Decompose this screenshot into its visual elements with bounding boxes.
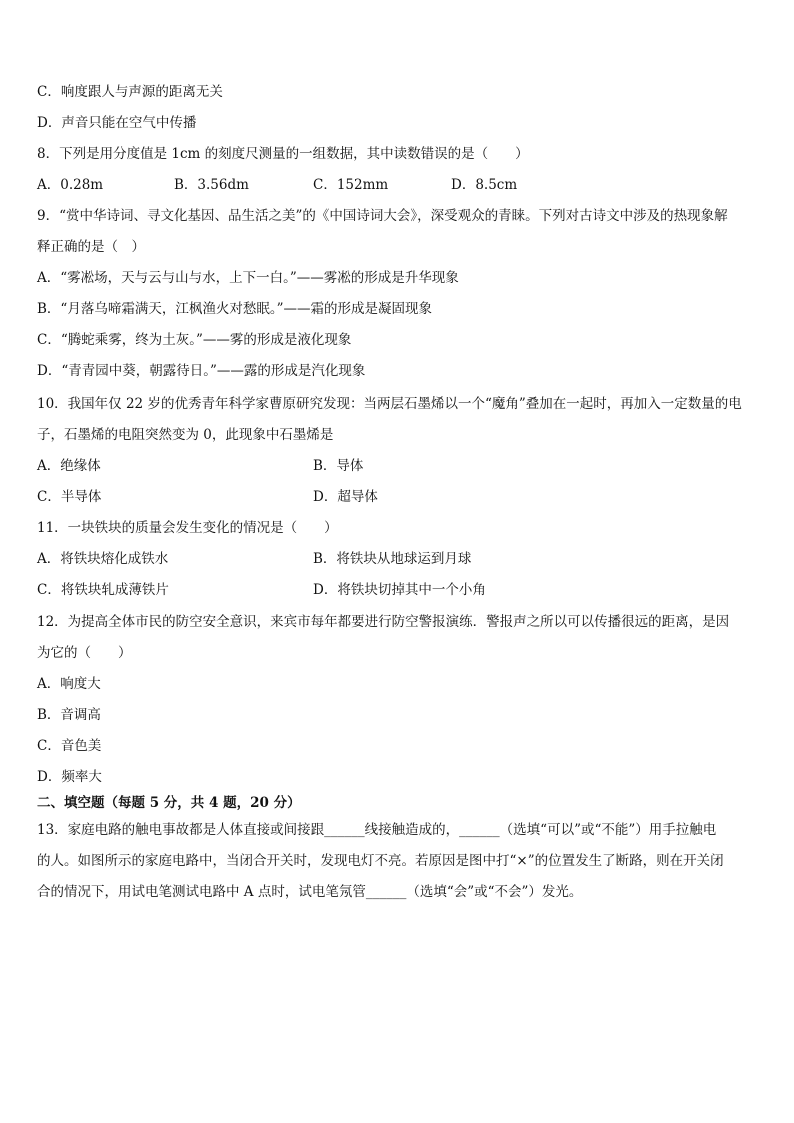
q10-option-b: B．导体	[313, 458, 364, 474]
q12-option-c: C．音色美	[37, 738, 102, 754]
q9-option-c: C．“腾蛇乘雾，终为土灰。”——雾的形成是液化现象	[37, 332, 352, 348]
q11-option-a: A．将铁块熔化成铁水	[37, 551, 169, 567]
q8-option-a: A．0.28m	[37, 177, 104, 193]
q12-option-d: D．频率大	[37, 769, 102, 785]
q10-option-d: D．超导体	[313, 489, 378, 505]
q8-option-c: C．152mm	[313, 177, 389, 193]
q8-stem: 8．下列是用分度值是 1cm 的刻度尺测量的一组数据，其中读数错误的是（ ）	[37, 146, 529, 162]
q12-option-a: A．响度大	[37, 676, 101, 692]
q11-stem: 11．一块铁块的质量会发生变化的情况是（ ）	[37, 520, 338, 536]
q9-option-d: D．“青青园中葵，朝露待日。”——露的形成是汽化现象	[37, 363, 366, 379]
q10-option-c: C．半导体	[37, 489, 102, 505]
q10-option-a: A．绝缘体	[37, 458, 101, 474]
q11-option-c: C．将铁块轧成薄铁片	[37, 582, 169, 598]
q8-option-d: D．8.5cm	[451, 177, 518, 193]
q11-option-b: B．将铁块从地球运到月球	[313, 551, 472, 567]
q9-stem-line1: 9．“赏中华诗词、寻文化基因、品生活之美”的《中国诗词大会》，深受观众的青睐。下列对古诗文中涉及的热现象解	[37, 208, 728, 224]
q10-stem-line1: 10．我国年仅 22 岁的优秀青年科学家曹原研究发现：当两层石墨烯以一个“魔角”叠加在一起时，再加入一定数量的电	[37, 396, 742, 412]
q13-line2: 的人。如图所示的家庭电路中，当闭合开关时，发现电灯不亮。若原因是图中打“×”的位置发生了断路，则在开关闭	[37, 853, 724, 869]
q8-option-b: B．3.56dm	[174, 177, 249, 193]
q9-option-b: B．“月落乌啼霜满天，江枫渔火对愁眠。”——霜的形成是凝固现象	[37, 301, 432, 317]
section-heading-fill-in: 二、填空题（每题 5 分，共 4 题，20 分）	[37, 795, 301, 811]
q7-option-d: D．声音只能在空气中传播	[37, 115, 197, 131]
q13-line1: 13．家庭电路的触电事故都是人体直接或间接跟______线接触造成的，______（选填“可以”或“不能”）用手拉触电	[37, 822, 717, 838]
q7-option-c: C．响度跟人与声源的距离无关	[37, 84, 223, 100]
q9-stem-line2: 释正确的是（ ）	[37, 239, 145, 255]
q13-line3: 合的情况下，用试电笔测试电路中 A 点时，试电笔氖管______（选填“会”或“不会”）发光。	[37, 884, 583, 900]
q12-stem-line2: 为它的（ ）	[37, 645, 132, 661]
q11-option-d: D．将铁块切掉其中一个小角	[313, 582, 486, 598]
q12-stem-line1: 12．为提高全体市民的防空安全意识，来宾市每年都要进行防空警报演练．警报声之所以可以传播很远的距离，是因	[37, 614, 730, 630]
q9-option-a: A．“雾凇场，天与云与山与水，上下一白。”——雾凇的形成是升华现象	[37, 270, 459, 286]
q10-stem-line2: 子，石墨烯的电阻突然变为 0，此现象中石墨烯是	[37, 427, 334, 443]
q12-option-b: B．音调高	[37, 707, 101, 723]
